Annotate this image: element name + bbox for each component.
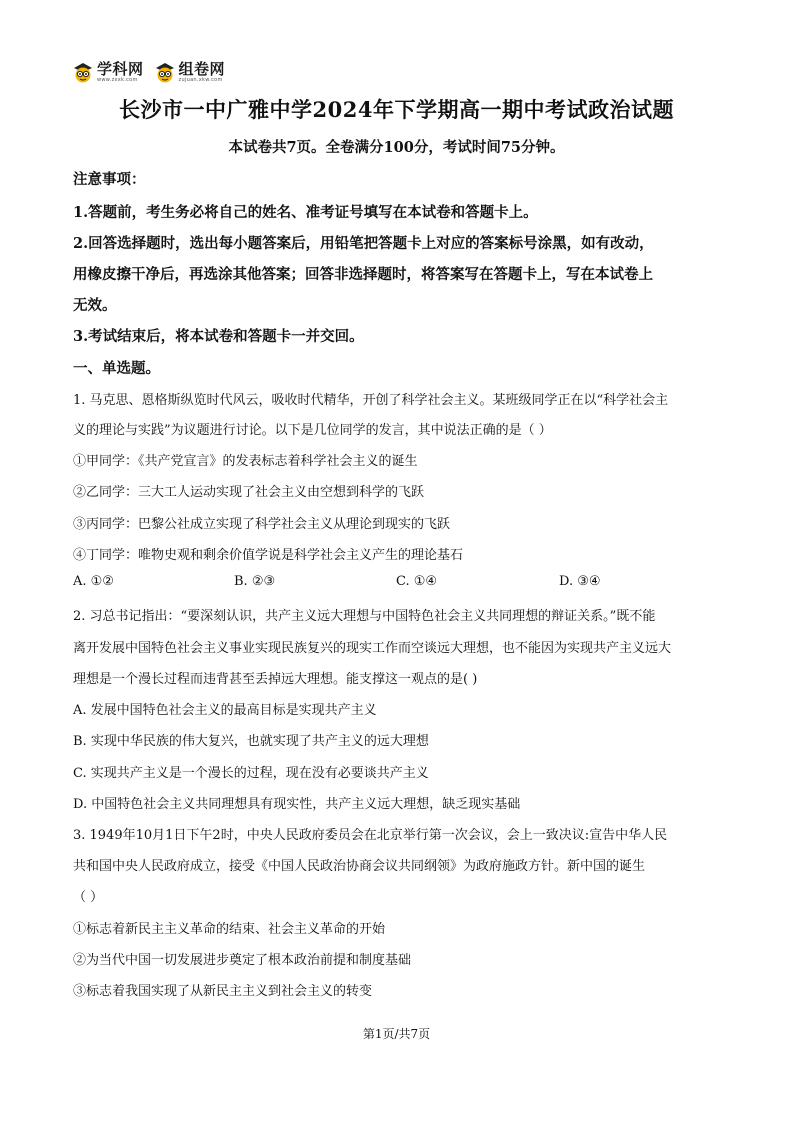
q1-option-d[interactable]: D. ③④ [559, 574, 601, 589]
page-number: 第1页/共7页 [362, 1027, 431, 1041]
q1-statement: ③丙同学：巴黎公社成立实现了科学社会主义从理论到现实的飞跃 [73, 517, 451, 532]
q2-stem: 离开发展中国特色社会主义事业实现民族复兴的现实工作而空谈远大理想，也不能因为实现共产主义远大 [73, 641, 672, 656]
notes-line: 2.回答选择题时，选出每小题答案后，用铅笔把答题卡上对应的答案标号涂黑，如有改动， [73, 235, 654, 252]
q2-option-c[interactable]: C. 实现共产主义是一个漫长的过程，现在没有必要谈共产主义 [73, 766, 429, 781]
xuekewang-logo[interactable] [72, 61, 144, 83]
logo-bar [72, 58, 225, 86]
notes-line: 3.考试结束后，将本试卷和答题卡一并交回。 [73, 328, 364, 345]
exam-subtitle: 本试卷共7页。全卷满分100分，考试时间75分钟。 [228, 139, 565, 156]
logo-name: 学科网 [97, 59, 144, 78]
zujuanwang-logo[interactable] [154, 61, 226, 83]
owl-mascot-icon [154, 61, 176, 83]
q3-stem: （ ） [73, 890, 104, 905]
q3-stem: 3. 1949年10月1日下午2时，中央人民政府委员会在北京举行第一次会议，会上一致决议:宣告中华人民 [73, 828, 668, 843]
logo-url: www.zxxk.com [97, 76, 138, 83]
q2-option-d[interactable]: D. 中国特色社会主义共同理想具有现实性，共产主义远大理想，缺乏现实基础 [73, 797, 521, 812]
logo-name: 组卷网 [178, 59, 226, 78]
notes-line: 无效。 [73, 297, 117, 314]
q1-option-a[interactable]: A. ①② [73, 574, 114, 589]
q2-option-b[interactable]: B. 实现中华民族的伟大复兴，也就实现了共产主义的远大理想 [73, 734, 429, 749]
q3-statement: ③标志着我国实现了从新民主主义到社会主义的转变 [73, 984, 373, 999]
q1-statement: ④丁同学：唯物史观和剩余价值学说是科学社会主义产生的理论基石 [73, 548, 464, 563]
exam-title: 长沙市一中广雅中学2024年下学期高一期中考试政治试题 [119, 97, 674, 122]
notes-line: 用橡皮擦干净后，再选涂其他答案；回答非选择题时，将答案写在答题卡上，写在本试卷上 [73, 266, 653, 283]
q2-stem: 2. 习总书记指出：“要深刻认识，共产主义远大理想与中国特色社会主义共同理想的辩证关系。”既不能 [73, 609, 656, 624]
q3-stem: 共和国中央人民政府成立，接受《中国人民政治协商会议共同纲领》为政府施政方针。新中国的诞生 [73, 859, 646, 874]
notes-heading: 注意事项： [73, 171, 146, 188]
owl-mascot-icon [72, 61, 94, 83]
q3-statement: ①标志着新民主主义革命的结束、社会主义革命的开始 [73, 922, 386, 937]
q1-statement: ①甲同学：《共产党宣言》的发表标志着科学社会主义的诞生 [73, 454, 418, 469]
q1-stem: 义的理论与实践”为议题进行讨论。以下是几位同学的发言，其中说法正确的是（ ） [73, 423, 552, 438]
q2-stem: 理想是一个漫长过程而违背甚至丢掉远大理想。能支撑这一观点的是( ) [73, 672, 478, 687]
q1-option-b[interactable]: B. ②③ [234, 574, 276, 589]
q3-statement: ②为当代中国一切发展进步奠定了根本政治前提和制度基础 [73, 953, 412, 968]
q1-stem: 1. 马克思、恩格斯纵览时代风云，吸收时代精华，开创了科学社会主义。某班级同学正在以“科学社会主 [73, 393, 669, 408]
logo-url: zujuan.xkw.com [178, 76, 223, 83]
q1-option-c[interactable]: C. ①④ [396, 574, 438, 589]
q1-statement: ②乙同学：三大工人运动实现了社会主义由空想到科学的飞跃 [73, 485, 425, 500]
notes-line: 1.答题前，考生务必将自己的姓名、准考证号填写在本试卷和答题卡上。 [73, 204, 538, 221]
q2-option-a[interactable]: A. 发展中国特色社会主义的最高目标是实现共产主义 [73, 703, 377, 718]
section-heading: 一、单选题。 [73, 360, 160, 377]
